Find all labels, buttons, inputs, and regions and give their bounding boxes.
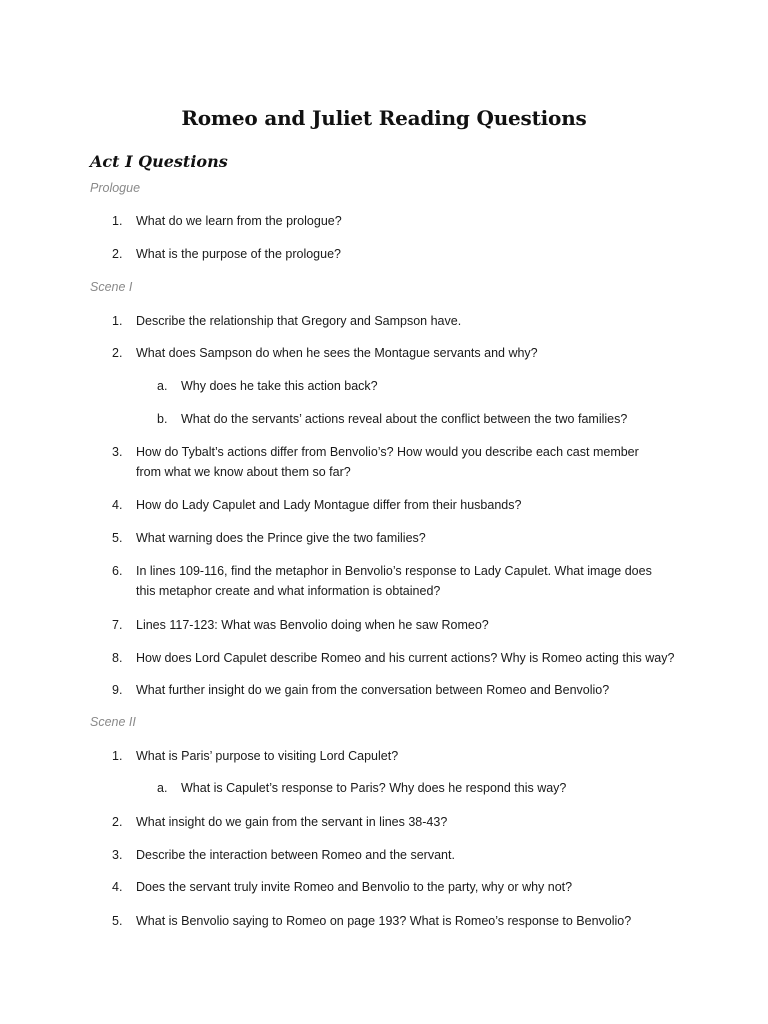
question-text: Lines 117-123: What was Benvolio doing when he saw Romeo?: [136, 618, 489, 632]
question-number: 5.: [112, 531, 123, 545]
question-number: 8.: [112, 651, 123, 665]
question-number: 2.: [112, 346, 123, 360]
question-number: 4.: [112, 880, 123, 894]
question-text: Why does he take this action back?: [181, 379, 378, 393]
question-text: In lines 109-116, find the metaphor in Benvolio’s response to Lady Capulet. What image does this metaphor create and what information is obtained?: [136, 564, 652, 598]
question-text: Describe the relationship that Gregory and Sampson have.: [136, 314, 462, 328]
question-text: What does Sampson do when he sees the Montague servants and why?: [136, 346, 538, 360]
question-text: How does Lord Capulet describe Romeo and his current actions? Why is Romeo acting this way?: [136, 651, 675, 665]
question-text: What is Paris’ purpose to visiting Lord Capulet?: [136, 749, 399, 763]
question-number: 1.: [112, 749, 123, 763]
question-number: 7.: [112, 618, 123, 632]
question-text: Does the servant truly invite Romeo and Benvolio to the party, why or why not?: [136, 880, 573, 894]
question-text: What warning does the Prince give the two families?: [136, 531, 426, 545]
question-text: What is the purpose of the prologue?: [136, 247, 341, 261]
question-number: 4.: [112, 498, 123, 512]
question-number: a.: [157, 781, 168, 795]
question-text: Describe the interaction between Romeo and the servant.: [136, 848, 455, 862]
section-heading-scene-2: Scene II: [90, 715, 136, 729]
section-heading-prologue: Prologue: [90, 181, 141, 195]
section-heading-scene-1: Scene I: [90, 280, 133, 294]
question-number: 2.: [112, 247, 123, 261]
question-number: 6.: [112, 564, 123, 578]
question-number: b.: [157, 412, 168, 426]
question-text: What insight do we gain from the servant in lines 38-43?: [136, 815, 448, 829]
document-title: Romeo and Juliet Reading Questions: [181, 106, 587, 130]
question-number: a.: [157, 379, 168, 393]
question-text: What do we learn from the prologue?: [136, 214, 342, 228]
question-number: 3.: [112, 848, 123, 862]
question-number: 9.: [112, 683, 123, 697]
question-text: What is Capulet’s response to Paris? Why does he respond this way?: [181, 781, 567, 795]
question-number: 1.: [112, 314, 123, 328]
question-text: What is Benvolio saying to Romeo on page 193? What is Romeo’s response to Benvolio?: [136, 914, 632, 928]
question-number: 2.: [112, 815, 123, 829]
question-number: 3.: [112, 445, 123, 459]
question-number: 5.: [112, 914, 123, 928]
question-text: What further insight do we gain from the conversation between Romeo and Benvolio?: [136, 683, 610, 697]
act-heading: Act I Questions: [90, 152, 228, 171]
question-text: How do Tybalt’s actions differ from Benvolio’s? How would you describe each cast member from what we know about them so far?: [136, 445, 639, 479]
question-text: How do Lady Capulet and Lady Montague differ from their husbands?: [136, 498, 522, 512]
question-text: What do the servants’ actions reveal about the conflict between the two families?: [181, 412, 628, 426]
question-number: 1.: [112, 214, 123, 228]
